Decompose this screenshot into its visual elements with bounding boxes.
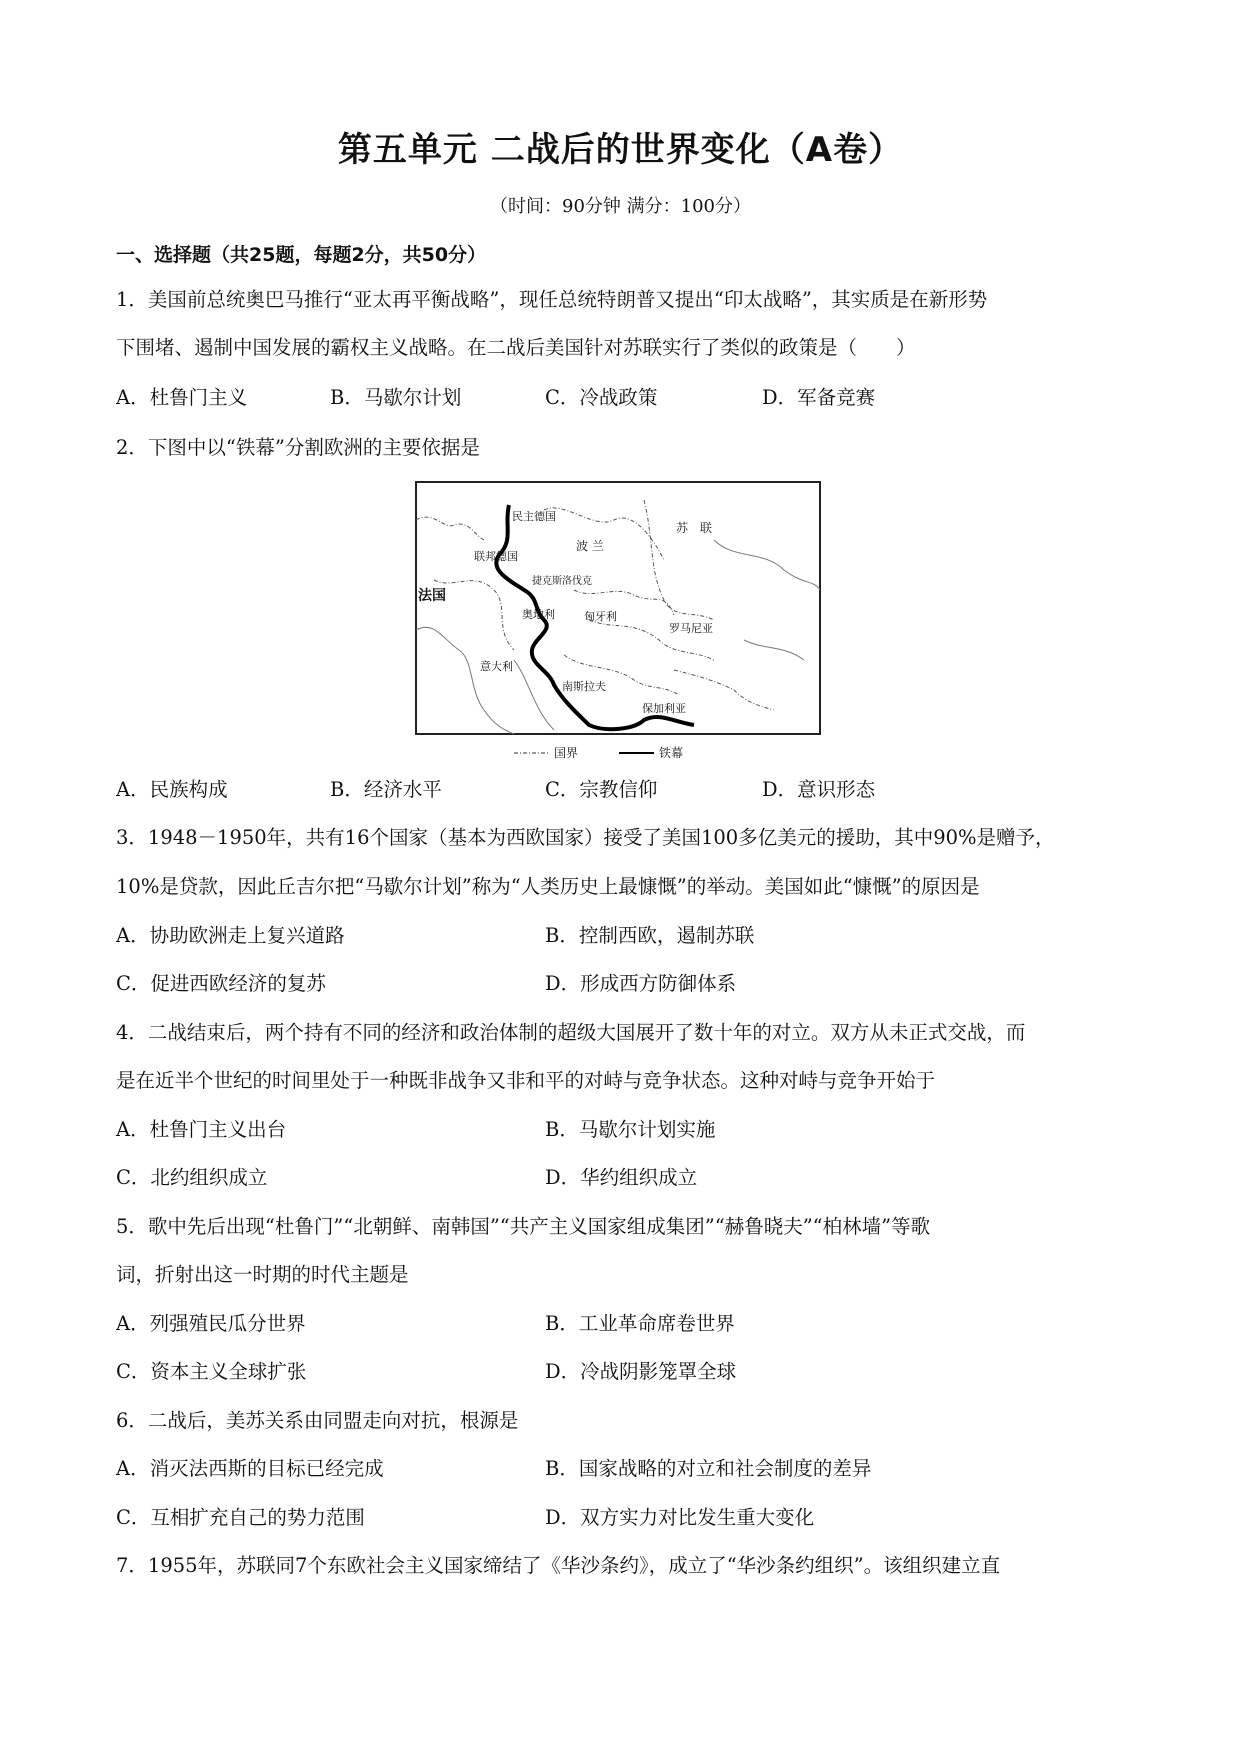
question-5-option-d: D．冷战阴影笼罩全球 — [545, 1360, 737, 1383]
question-2-option-c: C．宗教信仰 — [545, 778, 658, 801]
question-1-option-b: B．马歇尔计划 — [330, 386, 462, 409]
question-3-line-1: 3．1948－1950年，共有16个国家（基本为西欧国家）接受了美国100多亿美元的援助，其中90%是赠予， — [116, 826, 1055, 849]
question-6-option-c: C．互相扩充自己的势力范围 — [116, 1506, 365, 1529]
map-label-italy: 意大利 — [480, 660, 513, 673]
map-label-austria: 奥地利 — [522, 608, 555, 621]
map-label-poland: 波 兰 — [576, 539, 604, 553]
question-3-line-2: 10%是贷款，因此丘吉尔把“马歇尔计划”称为“人类历史上最慷慨”的举动。美国如此“慷慨”的原因是 — [116, 875, 980, 898]
question-4-option-a: A．杜鲁门主义出台 — [116, 1118, 287, 1141]
question-2-option-b: B．经济水平 — [330, 778, 442, 801]
legend-border-label: 国界 — [554, 746, 579, 760]
question-5-option-a: A．列强殖民瓜分世界 — [116, 1312, 306, 1335]
question-4-line-2: 是在近半个世纪的时间里处于一种既非战争又非和平的对峙与竞争状态。这种对峙与竞争开始于 — [116, 1069, 936, 1092]
map-label-hungary: 匈牙利 — [584, 610, 617, 623]
question-4-option-b: B．马歇尔计划实施 — [545, 1118, 716, 1141]
question-6-line-1: 6．二战后，美苏关系由同盟走向对抗，根源是 — [116, 1409, 519, 1432]
question-5-line-2: 词，折射出这一时期的时代主题是 — [116, 1263, 409, 1286]
question-1-line-1: 1．美国前总统奥巴马推行“亚太再平衡战略”，现任总统特朗普又提出“印太战略”，其实质是在新形势 — [116, 288, 988, 311]
question-3-option-d: D．形成西方防御体系 — [545, 972, 737, 995]
page-title: 第五单元 二战后的世界变化（A卷） — [337, 130, 904, 170]
question-2-line-1: 2．下图中以“铁幕”分割欧洲的主要依据是 — [116, 436, 480, 459]
question-6-option-d: D．双方实力对比发生重大变化 — [545, 1506, 815, 1529]
map-label-ussr: 苏 联 — [676, 521, 713, 535]
map-label-czech: 捷克斯洛伐克 — [532, 576, 592, 587]
question-6-option-a: A．消灭法西斯的目标已经完成 — [116, 1457, 384, 1480]
question-5-option-b: B．工业革命席卷世界 — [545, 1312, 735, 1335]
map-label-bulgaria: 保加利亚 — [642, 702, 686, 715]
map-label-france: 法国 — [418, 588, 446, 604]
question-4-line-1: 4．二战结束后，两个持有不同的经济和政治体制的超级大国展开了数十年的对立。双方从未正式交战，而 — [116, 1021, 1026, 1044]
question-1-option-a: A．杜鲁门主义 — [116, 386, 248, 409]
section-heading: 一、选择题（共25题，每题2分，共50分） — [116, 244, 487, 266]
question-1-line-2: 下围堵、遏制中国发展的霸权主义战略。在二战后美国针对苏联实行了类似的政策是（ ） — [116, 336, 916, 359]
question-3-option-c: C．促进西欧经济的复苏 — [116, 972, 326, 995]
question-5-option-c: C．资本主义全球扩张 — [116, 1360, 307, 1383]
question-1-option-c: C．冷战政策 — [545, 386, 658, 409]
question-3-option-a: A．协助欧洲走上复兴道路 — [116, 924, 345, 947]
exam-time-info: （时间：90分钟 满分：100分） — [490, 196, 751, 217]
question-7-line-1: 7．1955年，苏联同7个东欧社会主义国家缔结了《华沙条约》，成立了“华沙条约组织”。该组织建立直 — [116, 1554, 1001, 1577]
map-label-gdr: 民主德国 — [512, 510, 556, 523]
question-3-option-b: B．控制西欧，遏制苏联 — [545, 924, 755, 947]
question-1-option-d: D．军备竞赛 — [762, 386, 876, 409]
iron-curtain-map — [414, 480, 822, 770]
question-6-option-b: B．国家战略的对立和社会制度的差异 — [545, 1457, 872, 1480]
map-label-romania: 罗马尼亚 — [669, 622, 713, 635]
question-2-option-d: D．意识形态 — [762, 778, 876, 801]
question-5-line-1: 5．歌中先后出现“杜鲁门”“北朝鲜、南韩国”“共产主义国家组成集团”“赫鲁晓夫”“柏林墙”等歌 — [116, 1215, 931, 1238]
map-label-yugoslavia: 南斯拉夫 — [562, 680, 606, 693]
question-4-option-d: D．华约组织成立 — [545, 1166, 698, 1189]
legend-curtain-label: 铁幕 — [659, 746, 684, 760]
question-4-option-c: C．北约组织成立 — [116, 1166, 268, 1189]
question-2-option-a: A．民族构成 — [116, 778, 228, 801]
map-label-frg: 联邦德国 — [474, 550, 518, 563]
